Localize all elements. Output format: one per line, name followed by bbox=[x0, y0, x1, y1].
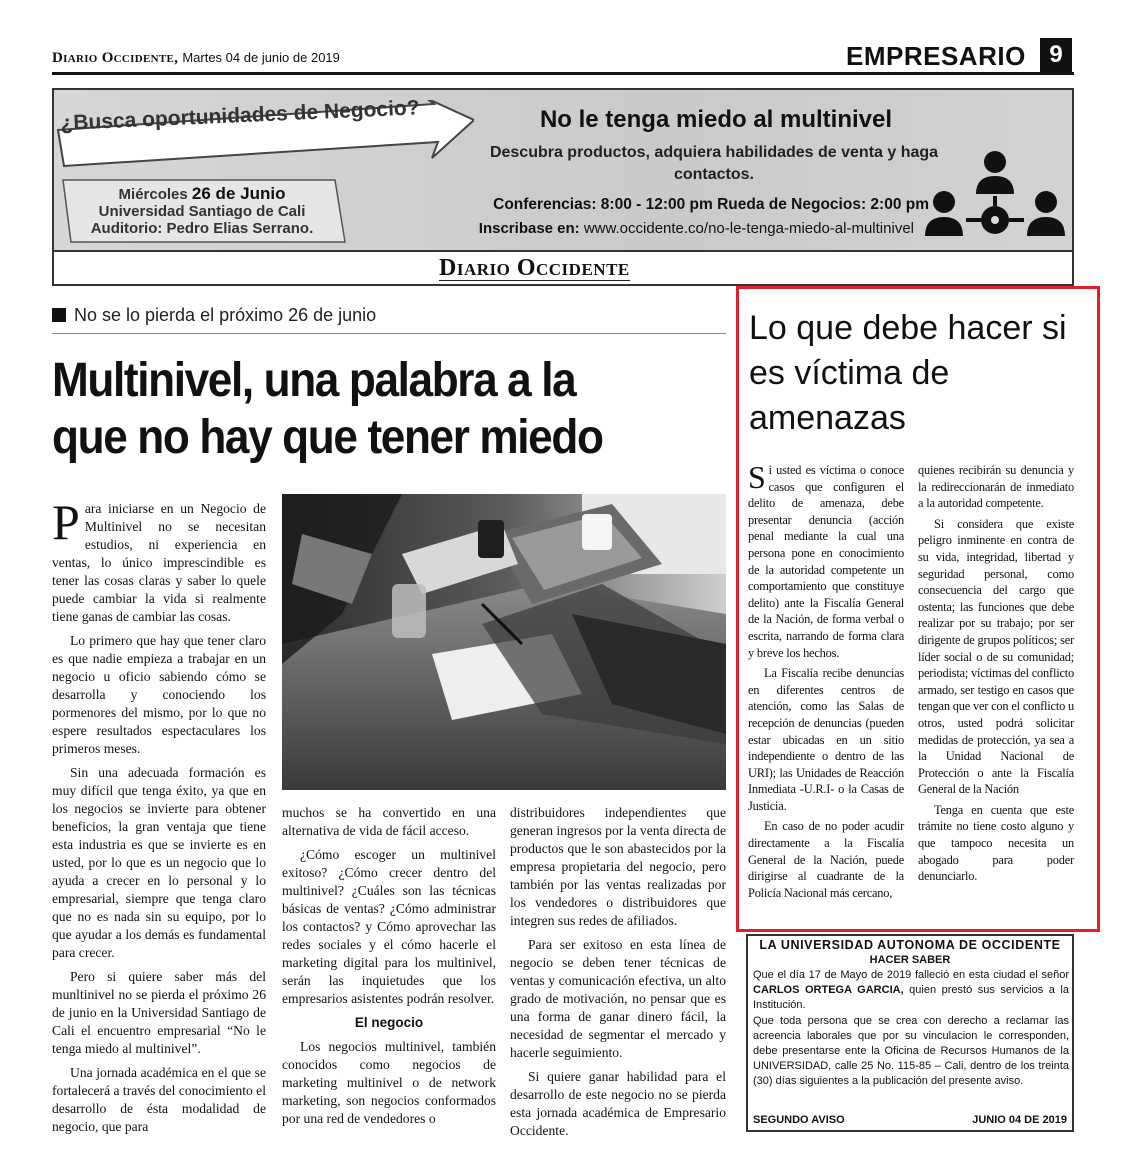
banner-venue: Universidad Santiago de Cali bbox=[98, 203, 306, 220]
article-column-3 bbox=[510, 804, 726, 1146]
article-dropcap: P bbox=[52, 494, 80, 550]
banner-signup-label: Inscribase en: bbox=[478, 220, 584, 237]
kicker-rule bbox=[52, 333, 726, 334]
sidebar-paragraph: En caso de no poder acudir directamente a la Fiscalía General de la Nación, puede dirigirse al cuadrante de la Policía Nacional más cercano, bbox=[748, 819, 904, 900]
sidebar-paragraph: La Fiscalía recibe denuncias en diferentes centros de atención, como las Salas de recepción de denuncias (pueden estar ubicadas en un sitio independiente o dentro de las URI); las Unidades de Reacción Inmediata -U.R.I- o la Casas de Justicia. bbox=[748, 666, 904, 813]
banner-subtitle: Descubra productos, adquiera habilidades de venta y haga contactos. bbox=[489, 144, 939, 183]
article-paragraph: Lo primero que hay que tener claro es que nadie empieza a trabajar en un negocio u oficio sabiendo cómo se desarrolla y conociendo los pormenores del mismo, por lo que no espere resultados espectaculares los primeros meses. bbox=[52, 633, 266, 756]
sidebar-dropcap: S bbox=[748, 459, 766, 495]
banner-signup-url[interactable]: www.occidente.co/no-le-tenga-miedo-al-multinivel bbox=[583, 220, 914, 237]
article-paragraph: ara iniciarse en un Negocio de Multinivel no se necesitan estudios, ni experiencia en ventas, lo único imprescindible es tener las cosas claras y saber lo quele puede cambiar la vida si realmente tiene ganas de cambiar las cosas. bbox=[52, 501, 266, 624]
article-paragraph: Sin una adecuada formación es muy difícil que tenga éxito, ya que en los negocios se invierte para obtener beneficios, la gran ventaja que tiene esta industria es que se invierte es en usted, por lo que es un negocio que lo ayuda a crecer en lo personal y lo empresarial, siempre que tenga claro que no es nada sin su equipo, por lo que ayudar a los demás es fundamental para crecer. bbox=[52, 765, 266, 960]
article-headline bbox=[52, 352, 678, 466]
sidebar-column-1 bbox=[748, 459, 904, 905]
banner-schedule: Conferencias: 8:00 - 12:00 pm Rueda de Negocios: 2:00 pm bbox=[493, 196, 929, 213]
banner-event-details bbox=[82, 185, 322, 237]
banner-room: Auditorio: Pedro Elias Serrano. bbox=[90, 220, 314, 237]
notice-body bbox=[753, 968, 1069, 1090]
article-paragraph: Si quiere ganar habilidad para el desarrollo de este negocio no se pierda esta jornada académica de Empresario Occidente. bbox=[510, 1069, 726, 1138]
article-paragraph: Pero si quiere saber más del munltinivel no se pierda el próximo 26 de junio en la Universidad Santiago de Cali el encuentro empresarial “No le tenga miedo al multinivel”. bbox=[52, 969, 266, 1056]
legal-notice bbox=[746, 934, 1074, 1132]
banner-question: ¿Busca oportunidades de Negocio? bbox=[60, 96, 421, 135]
section-name: EMPRESARIO bbox=[846, 41, 1026, 71]
article-paragraph: muchos se ha convertido en una alternativa de vida de fácil acceso. bbox=[282, 805, 496, 838]
article-column-2 bbox=[282, 804, 496, 1134]
sidebar-paragraph: Tenga en cuenta que este trámite no tiene costo alguno y que tampoco necesita un abogado para poder denunciarlo. bbox=[918, 802, 1074, 884]
people-network-icon bbox=[920, 148, 1070, 248]
square-bullet-icon bbox=[52, 308, 66, 322]
notice-text: Que toda persona que se crea con derecho a reclamar las acreencia laborales que por su vinculacion le corresponden, debe presentarse ente la Oficina de Recursos Humanos de la UNIVERSIDAD, calle 25 No. 115-85 – Cali, dentro de los treinta (30) días siguientes a la publicación del presente aviso. bbox=[753, 1014, 1069, 1088]
masthead-date-text: Martes 04 de junio de 2019 bbox=[182, 50, 340, 65]
article-paragraph: ¿Cómo escoger un multinivel exitoso? ¿Cómo crecer dentro del multinivel? ¿Cuáles son las técnicas básicas de ventas? ¿Cómo administrar los contactos? y Cómo aprovechar las redes sociales y el cómo hacerle el marketing digital para los multinivel, serán las inquietudes que los empresarios asistentes podrán resolver. bbox=[282, 847, 496, 1006]
notice-footer-right: JUNIO 04 DE 2019 bbox=[972, 1114, 1067, 1126]
article-subhead: El negocio bbox=[354, 1015, 424, 1030]
notice-text: quien prestó sus servicios a la Institución. bbox=[753, 984, 1069, 1012]
article-paragraph: distribuidores independientes que generan ingresos por la venta directa de productos que le son abastecidos por la empresa propietaria del negocio, pero también por las ventas realizadas por los vendedores o distribuidores que integren sus redes de afiliados. bbox=[510, 805, 726, 928]
notice-name: CARLOS ORTEGA GARCIA, bbox=[753, 984, 904, 997]
banner-date-pre: Miércoles bbox=[118, 186, 192, 203]
page-number: 9 bbox=[1040, 38, 1072, 72]
header-rule bbox=[52, 72, 1074, 75]
sidebar-paragraph: i usted es víctima o conoce casos que configuren el delito de amenaza, debe presentar denuncia (acción penal mediante la cual una persona pone en conocimiento de la autoridad competente un comportamiento que constituye delito) ante la Fiscalía General de la Nación, de forma verbal o escrita, narrando de forma clara y breve los hechos. bbox=[748, 463, 904, 660]
masthead-brand: Diario Occidente, bbox=[52, 50, 179, 66]
notice-subtitle: HACER SABER bbox=[869, 954, 951, 966]
headline-line-1: Multinivel, una palabra a la bbox=[52, 354, 576, 407]
masthead-date bbox=[52, 50, 340, 67]
banner-logo: Diario Occidente bbox=[439, 255, 630, 281]
notice-footer-left: SEGUNDO AVISO bbox=[753, 1114, 845, 1126]
event-banner bbox=[52, 88, 1074, 286]
sidebar-title: Lo que debe hacer si es víctima de amenazas bbox=[749, 309, 1067, 437]
banner-divider bbox=[54, 250, 1072, 252]
banner-title: No le tenga miedo al multinivel bbox=[539, 106, 893, 133]
article-paragraph: Para ser exitoso en esta línea de negocio se deben tener técnicas de ventas y comunicación efectiva, un alto grado de motivación, no pensar que es una forma de ganar dinero fácil, la necesidad de segmentar el mercado y hacerle seguimiento. bbox=[510, 937, 726, 1060]
article-column-1 bbox=[52, 494, 266, 1142]
notice-text: Que el día 17 de Mayo de 2019 falleció en esta ciudad el señor bbox=[753, 969, 1069, 981]
article-paragraph: Una jornada académica en el que se fortalecerá a través del conocimiento el desarrollo de ésta modalidad de negocio, que para bbox=[52, 1065, 266, 1134]
sidebar-paragraph: Si considera que existe peligro inminente en contra de su vida, integridad, libertad y seguridad personal, como consecuencia del cargo que ostenta; las funciones que debe realizar por su trabajo; por ser dirigente de grupos políticos; ser líder social o de su comunidad; periodista; víctimas del conflicto armado, ser testigo en casos que tengan que ver con el conflicto u otros, usted podrá solicitar medidas de protección, ya sea a la Unidad Nacional de Protección o ante la Fiscalía General de la Nación bbox=[918, 516, 1074, 797]
sidebar-column-2 bbox=[918, 462, 1074, 889]
sidebar-paragraph: quienes recibirán su denuncia y la redireccionarán de inmediato a la autoridad competente. bbox=[918, 463, 1074, 511]
headline-line-2: que no hay que tener miedo bbox=[52, 411, 603, 464]
article-kicker: No se lo pierda el próximo 26 de junio bbox=[74, 305, 377, 325]
article-paragraph: Los negocios multinivel, también conocidos como negocios de marketing multinivel o de network marketing, son negocios conformados por una red de vendedores o bbox=[282, 1039, 496, 1126]
notice-title: LA UNIVERSIDAD AUTONOMA DE OCCIDENTE bbox=[759, 938, 1061, 952]
banner-signup bbox=[354, 220, 914, 237]
article-photo bbox=[282, 494, 726, 790]
banner-date-bold: 26 de Junio bbox=[191, 184, 286, 203]
